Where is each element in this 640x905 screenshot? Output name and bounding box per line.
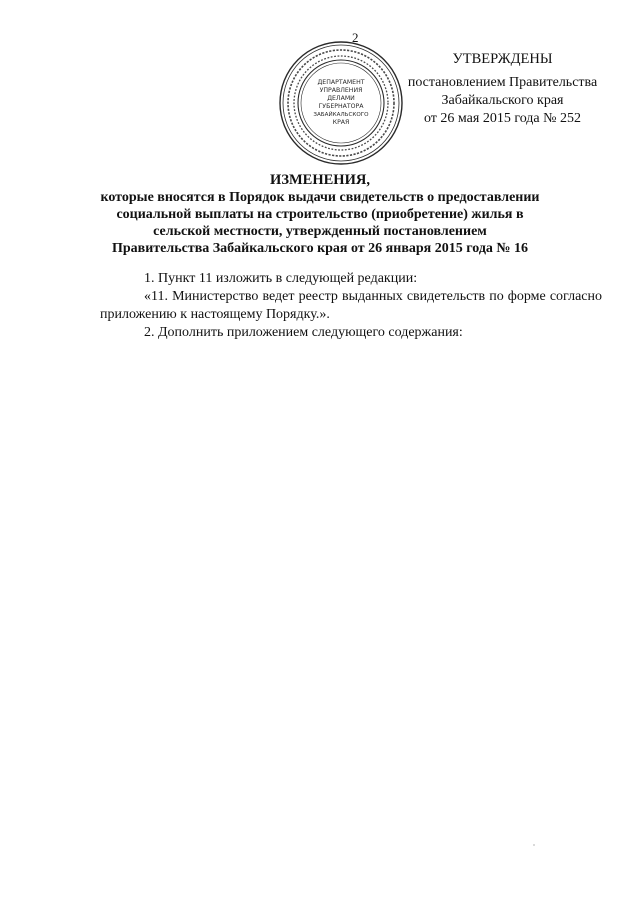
approval-title: УТВЕРЖДЕНЫ bbox=[452, 51, 553, 67]
approval-block bbox=[395, 50, 610, 128]
paragraph-quote: «11. Министерство ведет реестр выданных свидетельств по форме согласно приложению к настоящему Порядку.». bbox=[100, 289, 602, 322]
heading-line-3: сельской местности, утвержденный постановлением bbox=[153, 224, 487, 239]
paragraph-item-1: 1. Пункт 11 изложить в следующей редакции: bbox=[144, 271, 418, 286]
paragraph-item-2: 2. Дополнить приложением следующего содержания: bbox=[144, 325, 463, 340]
heading-title: ИЗМЕНЕНИЯ, bbox=[270, 172, 370, 188]
approval-line-2: Забайкальского края bbox=[441, 93, 564, 108]
stamp-line-5: ЗАБАЙКАЛЬСКОГО bbox=[313, 112, 369, 118]
approval-line-1: постановлением Правительства bbox=[407, 75, 598, 90]
scan-speck bbox=[533, 844, 535, 846]
stamp-line-6: КРАЯ bbox=[332, 119, 350, 126]
heading-line-1: которые вносятся в Порядок выдачи свидетельств о предоставлении bbox=[100, 190, 540, 205]
heading-line-2: социальной выплаты на строительство (приобретение) жилья в bbox=[116, 207, 524, 222]
stamp-line-1: ДЕПАРТАМЕНТ bbox=[317, 79, 365, 86]
stamp-line-2: УПРАВЛЕНИЯ bbox=[319, 87, 363, 94]
document-body bbox=[100, 270, 602, 342]
page-number: 2 bbox=[352, 30, 359, 45]
official-seal-stamp bbox=[278, 40, 404, 166]
stamp-line-4: ГУБЕРНАТОРА bbox=[318, 103, 364, 110]
document-heading bbox=[100, 172, 540, 257]
stamp-line-3: ДЕЛАМИ bbox=[327, 95, 355, 102]
heading-line-4: Правительства Забайкальского края от 26 января 2015 года № 16 bbox=[111, 241, 529, 256]
approval-line-3: от 26 мая 2015 года № 252 bbox=[423, 111, 582, 126]
